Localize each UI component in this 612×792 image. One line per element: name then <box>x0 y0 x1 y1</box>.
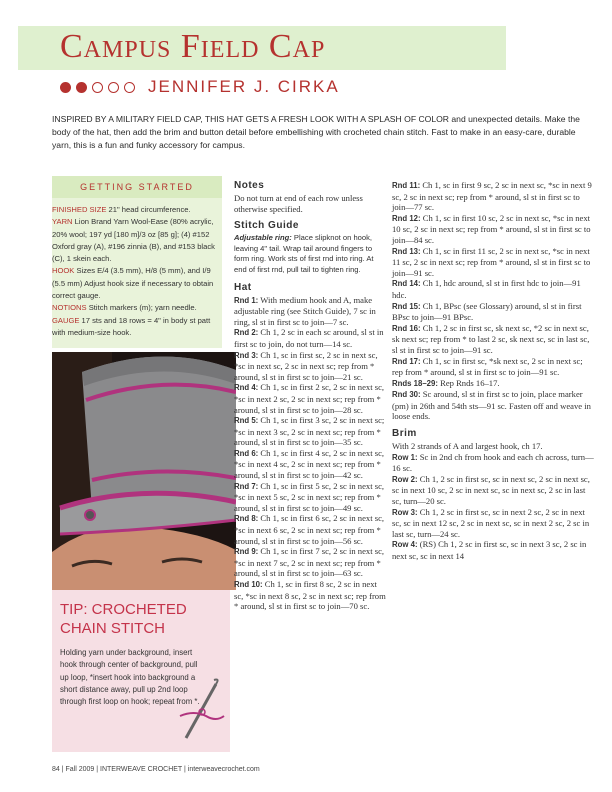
getting-started-text: 21" head circumference. <box>106 205 191 214</box>
getting-started-label: HOOK <box>52 266 75 276</box>
getting-started-label: YARN <box>52 217 73 227</box>
hat-round <box>392 378 594 390</box>
hat-round-text: With medium hook and A, make adjustable ring (see Stitch Guide), 7 sc in ring, sl st in first sc to join—7 sc. <box>234 294 376 327</box>
stitch-guide-label: Adjustable ring: <box>234 233 292 243</box>
getting-started-item <box>52 315 222 340</box>
hat-round-text: Ch 1, BPsc (see Glossary) around, sl st in first BPsc to join—91 BPsc. <box>392 300 582 323</box>
difficulty-dot <box>76 82 87 93</box>
brim-row <box>392 474 594 507</box>
intro-paragraph: INSPIRED BY A MILITARY FIELD CAP, THIS HAT GETS A FRESH LOOK WITH A SPLASH OF COLOR and unexpected details. Make the body of the hat, then add the brim and button detail before embellishing with crocheted chain stitch. Fast to make in an easy-care, durable yarn, this is a fun and funky accessory for campus. <box>52 114 580 150</box>
hat-round-label: Rnd 5: <box>234 416 259 426</box>
brim-row-text: (RS) Ch 1, 2 sc in first sc, sc in next 3 sc, 2 sc in next sc, sc in next 14 <box>392 539 587 561</box>
getting-started-item <box>52 204 222 216</box>
hat-round <box>234 327 386 349</box>
hat-round-text: Ch 1, sc in first 7 sc, 2 sc in next sc, *sc in next 7 sc, 2 sc in next sc; rep from * around, sl st in first sc to join—63 sc. <box>234 546 385 579</box>
hat-round <box>392 278 594 300</box>
difficulty-rating <box>60 82 135 93</box>
hat-round-text: Ch 1, sc in first 8 sc, 2 sc in next sc, *sc in next 8 sc, 2 sc in next sc; rep from * around, sl st in first sc to join—70 sc. <box>234 579 386 612</box>
brim-row-text: Ch 1, 2 sc in first sc, sc in next 2 sc, 2 sc in next sc, sc in next 12 sc, 2 sc in next sc, sc in next 2 sc, 2 sc in last sc, turn—24 sc. <box>392 506 590 539</box>
getting-started-text: Stitch markers (m); yarn needle. <box>86 303 197 313</box>
hat-round-label: Rnd 14: <box>392 279 421 289</box>
brim-row-label: Row 2: <box>392 474 418 484</box>
brim-row-label: Row 4: <box>392 540 418 550</box>
hat-round <box>234 382 386 415</box>
hat-round-text: Ch 1, sc in first 2 sc, 2 sc in next sc, *sc in next 2 sc, 2 sc in next sc; rep from * around, sl st in first sc to join—28 sc. <box>234 382 385 415</box>
hat-round <box>234 546 386 579</box>
hat-round-label: Rnd 4: <box>234 383 259 393</box>
difficulty-dot <box>92 82 103 93</box>
stitch-guide-text <box>234 233 386 275</box>
hat-round-label: Rnd 6: <box>234 448 259 458</box>
brim-row <box>392 539 594 561</box>
hat-round-text: Ch 1, sc in first 10 sc, 2 sc in next sc, *sc in next 10 sc, 2 sc in next sc; rep from * around, sl st in first sc to join—84 sc. <box>392 212 591 245</box>
hat-round <box>234 481 386 514</box>
hat-round-label: Rnds 18–29: <box>392 378 438 388</box>
getting-started-text: Sizes E/4 (3.5 mm), H/8 (5 mm), and I/9 (5.5 mm) Adjust hook size if necessary to obtain correct gauge. <box>52 266 214 301</box>
brim-heading: Brim <box>392 428 417 440</box>
hat-round-text: Ch 1, sc in first 11 sc, 2 sc in next sc, *sc in next 11 sc, 2 sc in next sc; rep from * around, sl st in first sc to join—91 sc. <box>392 245 591 278</box>
hat-round-label: Rnd 1: <box>234 295 259 305</box>
getting-started-label: NOTIONS <box>52 303 87 313</box>
hat-round-label: Rnd 12: <box>392 213 421 223</box>
hat-rounds-list <box>234 295 386 612</box>
hat-round-text: Ch 1, sc in first 6 sc, 2 sc in next sc, *sc in next 6 sc, 2 sc in next sc; rep from * around, sl st in first sc to join—56 sc. <box>234 513 385 546</box>
hat-photo <box>52 352 236 590</box>
getting-started-text: Lion Brand Yarn Wool-Ease (80% acrylic, 20% wool; 197 yd [180 m]/3 oz [85 g]; (4) #152 Oxford gray (A), #196 zinnia (B), and #153 black (C), 1 skein each. <box>52 217 215 264</box>
hat-round-label: Rnd 9: <box>234 547 259 557</box>
difficulty-dot <box>60 82 71 93</box>
brim-row <box>392 507 594 540</box>
hat-round-label: Rnd 8: <box>234 514 259 524</box>
brim-row-text: Sc in 2nd ch from hook and each ch across, turn—16 sc. <box>392 451 594 474</box>
hat-round <box>392 213 594 246</box>
hat-round-text: Ch 1, 2 sc in first sc, sk next sc, *2 sc in next sc, sk next sc; rep from * to last 2 sc, sk next sc, sc in last sc, sl st in first sc to join—91 sc. <box>392 322 590 355</box>
hat-round <box>234 415 386 448</box>
hat-round <box>234 513 386 546</box>
hat-round-label: Rnd 2: <box>234 328 259 338</box>
hat-round <box>234 448 386 481</box>
hat-round-label: Rnd 10: <box>234 580 263 589</box>
getting-started-list <box>52 204 222 339</box>
getting-started-label: FINISHED SIZE <box>52 205 107 214</box>
hat-round <box>392 301 594 323</box>
brim-intro: With 2 strands of A and largest hook, ch 17. <box>392 441 543 452</box>
author-name: JENNIFER J. CIRKA <box>148 77 340 96</box>
hat-round-text: Ch 1, sc in first sc, *sk next sc, 2 sc in next sc; rep from * around, sl st in first sc to join—91 sc. <box>392 355 583 378</box>
hat-round-text: Ch 1, sc in first 3 sc, 2 sc in next sc; *sc in next 3 sc, 2 sc in next sc; rep from * around, sl st in first sc to join—35 sc. <box>234 415 385 448</box>
column-instructions-1 <box>234 180 386 612</box>
getting-started-item <box>52 216 222 265</box>
stitch-guide-heading: Stitch Guide <box>234 220 299 232</box>
brim-rows-list <box>392 452 594 562</box>
notes-heading: Notes <box>234 180 265 191</box>
hat-round <box>392 356 594 378</box>
brim-row-label: Row 3: <box>392 507 418 517</box>
hat-round-label: Rnd 11: <box>392 181 421 190</box>
hat-round-label: Rnd 3: <box>234 350 259 360</box>
notes-text: Do not turn at end of each row unless otherwise specified. <box>234 193 363 214</box>
hat-round <box>392 323 594 356</box>
tip-body: Holding yarn under background, insert hook through center of background, pull up loop, *insert hook into background a short distance away, pull up 2nd loop through first loop on hook; repeat from *. <box>60 648 200 707</box>
page-footer: 84 | Fall 2009 | INTERWEAVE CROCHET | interweavecrochet.com <box>52 766 260 773</box>
hat-heading: Hat <box>234 281 252 293</box>
hat-round <box>392 389 594 422</box>
getting-started-text: 17 sts and 18 rows = 4" in body st patt with medium-size hook. <box>52 315 211 337</box>
hat-round-text: Rep Rnds 16–17. <box>437 377 500 388</box>
hat-round-label: Rnd 17: <box>392 356 421 366</box>
hat-round <box>392 180 594 213</box>
crochet-hook-illustration <box>176 676 228 744</box>
hat-round-label: Rnd 15: <box>392 301 421 311</box>
hat-round-text: Sc around, sl st in first sc to join, place marker (pm) in 26th and 54th sts—91 sc. Fasten off and weave in loose ends. <box>392 389 591 422</box>
hat-round-text: Ch 1, sc in first sc, 2 sc in next sc, *sc in next sc, 2 sc in next sc; rep from * around, sl st in first sc to join—21 sc. <box>234 349 378 382</box>
getting-started-heading: GETTING STARTED <box>52 176 222 198</box>
brim-row-text: Ch 1, 2 sc in first sc, sc in next sc, 2 sc in next sc, sc in next 10 sc, 2 sc in next sc, sc in next sc, 2 sc in last sc, turn—20 sc. <box>392 473 590 507</box>
brim-row <box>392 452 594 474</box>
hat-round-label: Rnd 13: <box>392 246 421 256</box>
brim-row-label: Row 1: <box>392 452 418 462</box>
hat-round-text: Ch 1, sc in first 9 sc, 2 sc in next sc, *sc in next 9 sc, 2 sc in next sc; rep from * around, sl st in first sc to join—77 sc. <box>392 180 592 213</box>
hat-round <box>234 295 386 328</box>
getting-started-label: GAUGE <box>52 315 80 325</box>
hat-round-text: Ch 1, sc in first 4 sc, 2 sc in next sc, *sc in next 4 sc, 2 sc in next sc; rep from * around, sl st in first sc to join—42 sc. <box>234 447 385 481</box>
column-instructions-2 <box>392 180 594 562</box>
getting-started-item <box>52 265 222 302</box>
hat-round <box>392 246 594 279</box>
stitch-guide-body: Place slipknot on hook, leaving 4" tail. Wrap tail around fingers to form ring. Work sts of first rnd into ring. At end of first rnd, pull tail to tighten ring. <box>234 233 374 274</box>
hat-round <box>234 579 386 612</box>
difficulty-dot <box>124 82 135 93</box>
hat-round <box>234 350 386 383</box>
hat-round-text: Ch 1, hdc around, sl st in first hdc to join—91 hdc. <box>392 278 581 300</box>
hat-round-text: Ch 1, 2 sc in each sc around, sl st in first sc to join, do not turn—14 sc. <box>234 327 384 349</box>
hat-rounds-list-continued <box>392 180 594 422</box>
difficulty-dot <box>108 82 119 93</box>
page-title: Campus Field Cap <box>60 28 326 65</box>
hat-round-label: Rnd 7: <box>234 481 259 491</box>
tip-title: TIP: CROCHETED CHAIN STITCH <box>60 601 187 637</box>
hat-round-label: Rnd 30: <box>392 390 421 400</box>
hat-round-text: Ch 1, sc in first 5 sc, 2 sc in next sc, *sc in next 5 sc, 2 sc in next sc; rep from * around, sl st in first sc to join—49 sc. <box>234 480 385 513</box>
hat-round-label: Rnd 16: <box>392 323 421 333</box>
getting-started-item <box>52 302 222 314</box>
